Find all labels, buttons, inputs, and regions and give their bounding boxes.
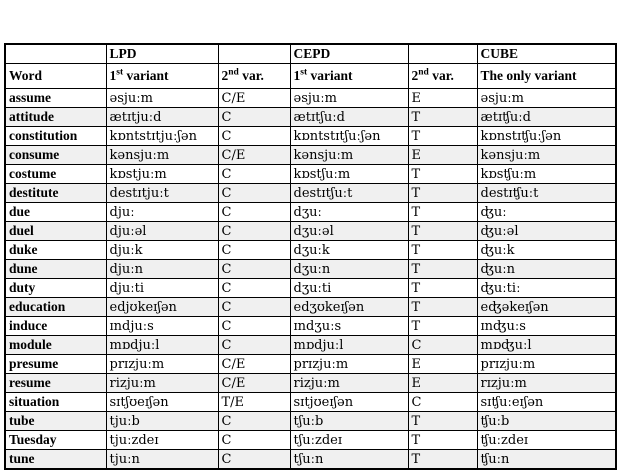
word-cell: resume [5, 374, 106, 393]
cube-only-variant-cell: kɒnstɪʧuːʃən [477, 127, 616, 146]
word-cell: assume [5, 89, 106, 108]
header-cube: CUBE [477, 44, 616, 64]
cepd-first-variant-cell: dʒuː [290, 203, 408, 222]
word-cell: duke [5, 241, 106, 260]
word-cell: Tuesday [5, 431, 106, 450]
cepd-first-variant-cell: dʒuːəl [290, 222, 408, 241]
word-cell: duty [5, 279, 106, 298]
lpd-second-variant-cell: C [218, 222, 290, 241]
header-spacer-cepd [408, 44, 477, 64]
cepd-second-variant-cell: E [408, 89, 477, 108]
ordinal-rest: var. [238, 68, 264, 83]
pronunciation-comparison-table [4, 43, 617, 470]
cepd-first-variant-cell: edʒʊkeɪʃən [290, 298, 408, 317]
table-row [5, 165, 616, 184]
cepd-second-variant-cell: T [408, 165, 477, 184]
ordinal-rest: variant [307, 68, 353, 83]
dictionary-header-row [5, 44, 616, 64]
cepd-second-variant-cell: E [408, 374, 477, 393]
table-row [5, 127, 616, 146]
lpd-second-variant-cell: C [218, 279, 290, 298]
ordinal-suffix: nd [228, 67, 239, 78]
lpd-first-variant-cell: rizjuːm [106, 374, 218, 393]
cepd-second-variant-cell: T [408, 279, 477, 298]
cube-only-variant-cell: eʤəkeɪʃən [477, 298, 616, 317]
word-cell: education [5, 298, 106, 317]
cepd-second-variant-cell: T [408, 184, 477, 203]
word-cell: module [5, 336, 106, 355]
column-header-row [5, 64, 616, 89]
cepd-first-variant-cell: prɪzjuːm [290, 355, 408, 374]
lpd-first-variant-cell: ɪndjuːs [106, 317, 218, 336]
cepd-first-variant-cell: kɒstʃuːm [290, 165, 408, 184]
table-row [5, 108, 616, 127]
table-row [5, 241, 616, 260]
lpd-second-variant-cell: C [218, 317, 290, 336]
header-cepd-first-variant [290, 64, 408, 89]
cube-only-variant-cell: ʤuːtiː [477, 279, 616, 298]
cube-only-variant-cell: ʧuːzdeɪ [477, 431, 616, 450]
cube-only-variant-cell: ʤuː [477, 203, 616, 222]
header-word-column: Word [5, 64, 106, 89]
lpd-second-variant-cell: C [218, 450, 290, 470]
lpd-second-variant-cell: C/E [218, 89, 290, 108]
cube-only-variant-cell: destɪʧuːt [477, 184, 616, 203]
cube-only-variant-cell: ɪnʤuːs [477, 317, 616, 336]
cepd-second-variant-cell: T [408, 298, 477, 317]
cepd-second-variant-cell: T [408, 412, 477, 431]
cepd-first-variant-cell: rizjuːm [290, 374, 408, 393]
cube-only-variant-cell: ʤuːəl [477, 222, 616, 241]
cepd-second-variant-cell: T [408, 260, 477, 279]
cepd-second-variant-cell: E [408, 355, 477, 374]
cepd-first-variant-cell: əsjuːm [290, 89, 408, 108]
cepd-first-variant-cell: destɪtʃuːt [290, 184, 408, 203]
header-spacer-lpd [218, 44, 290, 64]
table-row [5, 450, 616, 470]
word-cell: attitude [5, 108, 106, 127]
lpd-second-variant-cell: C [218, 127, 290, 146]
ordinal-rest: var. [428, 68, 454, 83]
table-row [5, 374, 616, 393]
cube-only-variant-cell: ʤuːk [477, 241, 616, 260]
cepd-first-variant-cell: tʃuːb [290, 412, 408, 431]
ordinal-base: 1 [293, 68, 301, 83]
word-cell: tune [5, 450, 106, 470]
table-row [5, 184, 616, 203]
lpd-second-variant-cell: C/E [218, 374, 290, 393]
lpd-second-variant-cell: C [218, 336, 290, 355]
cepd-second-variant-cell: E [408, 146, 477, 165]
cepd-second-variant-cell: T [408, 450, 477, 470]
lpd-second-variant-cell: C [218, 298, 290, 317]
cepd-first-variant-cell: ɪndʒuːs [290, 317, 408, 336]
lpd-first-variant-cell: kɒntstɪtjuːʃən [106, 127, 218, 146]
cepd-second-variant-cell: T [408, 431, 477, 450]
pronunciation-comparison-table-wrap [4, 43, 617, 470]
ordinal-suffix: nd [418, 67, 429, 78]
lpd-first-variant-cell: djuː [106, 203, 218, 222]
table-row [5, 260, 616, 279]
table-body [5, 89, 616, 470]
table-row [5, 393, 616, 412]
cube-only-variant-cell: prɪzjuːm [477, 355, 616, 374]
table-row [5, 146, 616, 165]
header-cepd-second-variant [408, 64, 477, 89]
cube-only-variant-cell: ʧuːn [477, 450, 616, 470]
word-cell: induce [5, 317, 106, 336]
cube-only-variant-cell: kənsjuːm [477, 146, 616, 165]
word-cell: situation [5, 393, 106, 412]
lpd-first-variant-cell: edjʊkeɪʃən [106, 298, 218, 317]
cepd-second-variant-cell: T [408, 108, 477, 127]
lpd-first-variant-cell: djuːti [106, 279, 218, 298]
lpd-second-variant-cell: T/E [218, 393, 290, 412]
word-cell: tube [5, 412, 106, 431]
lpd-second-variant-cell: C [218, 165, 290, 184]
lpd-first-variant-cell: djuːk [106, 241, 218, 260]
lpd-second-variant-cell: C [218, 412, 290, 431]
cepd-first-variant-cell: tʃuːzdeɪ [290, 431, 408, 450]
cube-only-variant-cell: ʤuːn [477, 260, 616, 279]
header-lpd-first-variant [106, 64, 218, 89]
lpd-first-variant-cell: tjuːb [106, 412, 218, 431]
lpd-first-variant-cell: ætɪtjuːd [106, 108, 218, 127]
cube-only-variant-cell: ʧuːb [477, 412, 616, 431]
cepd-first-variant-cell: kɒntstɪtʃuːʃən [290, 127, 408, 146]
lpd-second-variant-cell: C [218, 431, 290, 450]
table-row [5, 355, 616, 374]
lpd-first-variant-cell: destɪtjuːt [106, 184, 218, 203]
table-row [5, 279, 616, 298]
word-cell: consume [5, 146, 106, 165]
header-cepd: CEPD [290, 44, 408, 64]
cube-only-variant-cell: kɒsʧuːm [477, 165, 616, 184]
cepd-first-variant-cell: mɒdjuːl [290, 336, 408, 355]
cepd-second-variant-cell: T [408, 222, 477, 241]
ordinal-suffix: st [300, 67, 308, 78]
word-cell: due [5, 203, 106, 222]
lpd-first-variant-cell: mɒdjuːl [106, 336, 218, 355]
cepd-second-variant-cell: C [408, 336, 477, 355]
word-cell: destitute [5, 184, 106, 203]
table-row [5, 222, 616, 241]
table-row [5, 203, 616, 222]
lpd-first-variant-cell: kənsjuːm [106, 146, 218, 165]
cepd-first-variant-cell: tʃuːn [290, 450, 408, 470]
cepd-first-variant-cell: sɪtjʊeɪʃən [290, 393, 408, 412]
ordinal-base: 2 [221, 68, 229, 83]
word-cell: presume [5, 355, 106, 374]
lpd-first-variant-cell: djuːn [106, 260, 218, 279]
cepd-second-variant-cell: T [408, 317, 477, 336]
header-lpd-second-variant [218, 64, 290, 89]
word-cell: costume [5, 165, 106, 184]
word-cell: constitution [5, 127, 106, 146]
cepd-second-variant-cell: T [408, 241, 477, 260]
cepd-second-variant-cell: T [408, 127, 477, 146]
table-row [5, 431, 616, 450]
header-spacer-word [5, 44, 106, 64]
lpd-second-variant-cell: C/E [218, 146, 290, 165]
table-row [5, 298, 616, 317]
lpd-second-variant-cell: C [218, 203, 290, 222]
cepd-first-variant-cell: kənsjuːm [290, 146, 408, 165]
lpd-first-variant-cell: əsjuːm [106, 89, 218, 108]
cepd-second-variant-cell: C [408, 393, 477, 412]
cepd-first-variant-cell: dʒuːk [290, 241, 408, 260]
cube-only-variant-cell: ætɪʧuːd [477, 108, 616, 127]
ordinal-base: 1 [109, 68, 117, 83]
word-cell: duel [5, 222, 106, 241]
table-row [5, 412, 616, 431]
cube-only-variant-cell: mɒʤuːl [477, 336, 616, 355]
lpd-first-variant-cell: prɪzjuːm [106, 355, 218, 374]
lpd-second-variant-cell: C/E [218, 355, 290, 374]
table-row [5, 317, 616, 336]
cepd-first-variant-cell: ætɪtʃuːd [290, 108, 408, 127]
cube-only-variant-cell: sɪʧuːeɪʃən [477, 393, 616, 412]
lpd-first-variant-cell: tjuːzdeɪ [106, 431, 218, 450]
cepd-second-variant-cell: T [408, 203, 477, 222]
lpd-second-variant-cell: C [218, 184, 290, 203]
cube-only-variant-cell: əsjuːm [477, 89, 616, 108]
word-cell: dune [5, 260, 106, 279]
lpd-second-variant-cell: C [218, 108, 290, 127]
lpd-first-variant-cell: kɒstjuːm [106, 165, 218, 184]
ordinal-base: 2 [411, 68, 419, 83]
cepd-first-variant-cell: dʒuːn [290, 260, 408, 279]
ordinal-rest: variant [123, 68, 169, 83]
header-lpd: LPD [106, 44, 218, 64]
lpd-first-variant-cell: djuːəl [106, 222, 218, 241]
table-row [5, 336, 616, 355]
header-cube-only-variant: The only variant [477, 64, 616, 89]
cube-only-variant-cell: rɪzjuːm [477, 374, 616, 393]
table-header [5, 44, 616, 89]
lpd-second-variant-cell: C [218, 260, 290, 279]
cepd-first-variant-cell: dʒuːti [290, 279, 408, 298]
ordinal-suffix: st [116, 67, 124, 78]
lpd-first-variant-cell: tjuːn [106, 450, 218, 470]
lpd-first-variant-cell: sɪtʃʊeɪʃən [106, 393, 218, 412]
table-row [5, 89, 616, 108]
lpd-second-variant-cell: C [218, 241, 290, 260]
